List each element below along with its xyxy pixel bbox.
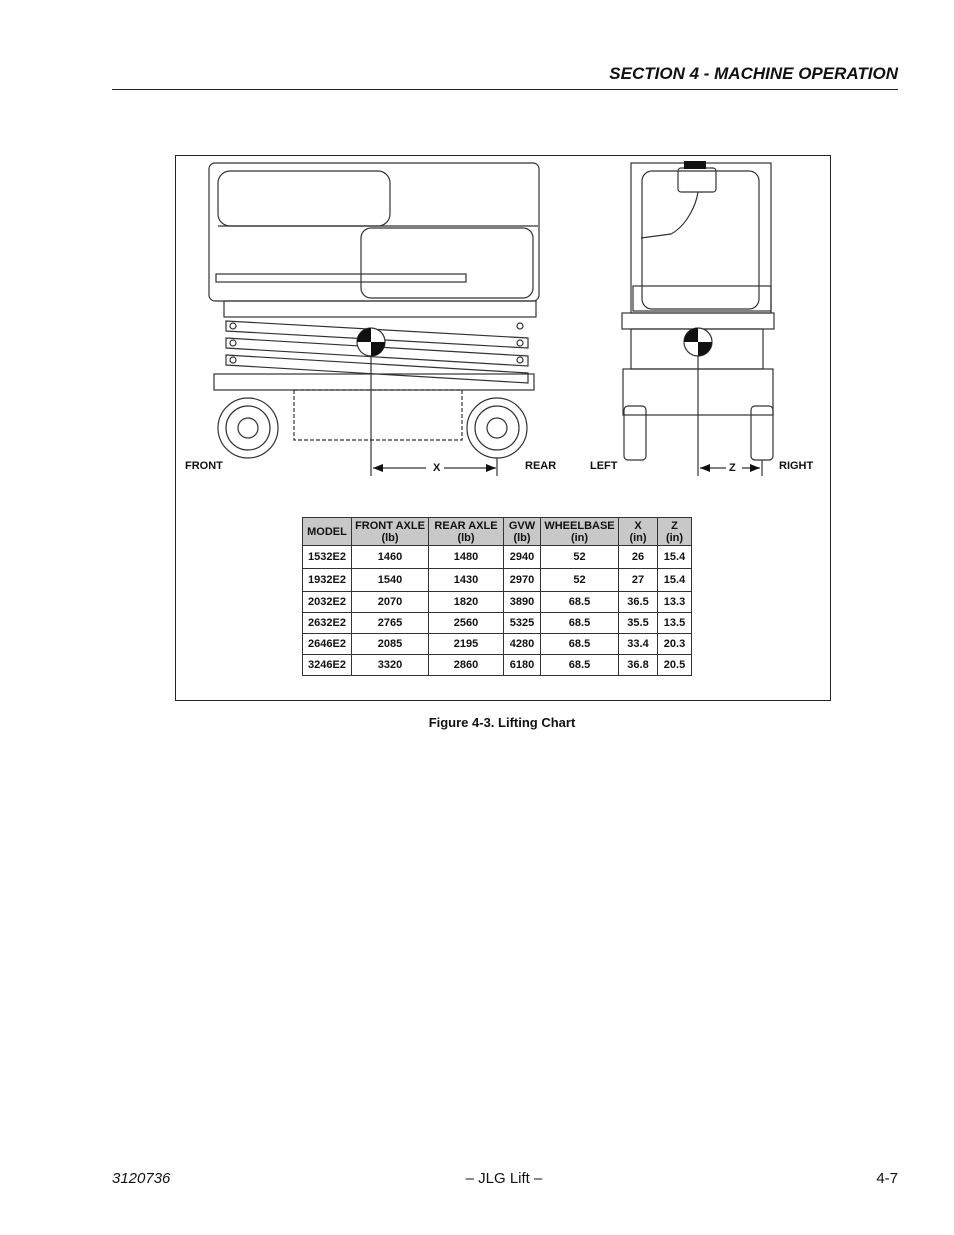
cell-x: 33.4 (619, 634, 658, 655)
header-gvw: GVW (lb) (504, 518, 541, 546)
control-box (678, 168, 716, 192)
header-z: Z (in) (658, 518, 692, 546)
header-wheelbase: WHEELBASE (in) (541, 518, 619, 546)
x-dimension-label: X (433, 462, 441, 474)
cell-x: 27 (619, 569, 658, 592)
cell-front-axle: 2070 (352, 592, 429, 613)
cell-x: 35.5 (619, 613, 658, 634)
chassis (214, 374, 534, 390)
cell-gvw: 2970 (504, 569, 541, 592)
z-dimension-label: Z (729, 462, 736, 474)
header-x: X (in) (619, 518, 658, 546)
table-row (303, 613, 692, 634)
front-label: FRONT (185, 460, 223, 472)
cell-front-axle: 3320 (352, 655, 429, 676)
header-front-axle: FRONT AXLE (lb) (352, 518, 429, 546)
footer-page-number: 4-7 (876, 1170, 898, 1187)
cell-rear-axle: 2860 (429, 655, 504, 676)
cell-z: 13.3 (658, 592, 692, 613)
platform-rail (209, 163, 539, 301)
cell-z: 20.5 (658, 655, 692, 676)
cell-gvw: 5325 (504, 613, 541, 634)
header-rule (112, 89, 898, 90)
cell-model: 2032E2 (303, 592, 352, 613)
cell-model: 1532E2 (303, 546, 352, 569)
platform-deck (224, 301, 536, 317)
rear-label: REAR (525, 460, 557, 472)
cell-front-axle: 2085 (352, 634, 429, 655)
cell-model: 3246E2 (303, 655, 352, 676)
lift-drawing (176, 156, 832, 496)
cell-wheelbase: 68.5 (541, 634, 619, 655)
cell-z: 20.3 (658, 634, 692, 655)
cell-model: 1932E2 (303, 569, 352, 592)
cell-gvw: 6180 (504, 655, 541, 676)
table-row (303, 569, 692, 592)
cell-wheelbase: 52 (541, 546, 619, 569)
table-row (303, 592, 692, 613)
cell-rear-axle: 1430 (429, 569, 504, 592)
figure-box (175, 155, 831, 701)
cell-rear-axle: 2560 (429, 613, 504, 634)
footer-brand: – JLG Lift – (465, 1170, 543, 1187)
cell-wheelbase: 52 (541, 569, 619, 592)
cell-model: 2646E2 (303, 634, 352, 655)
cell-z: 15.4 (658, 546, 692, 569)
rear-view-rail (631, 163, 771, 313)
cell-z: 15.4 (658, 569, 692, 592)
rear-wheel (467, 398, 527, 458)
cell-wheelbase: 68.5 (541, 592, 619, 613)
cell-gvw: 4280 (504, 634, 541, 655)
header-rear-axle: REAR AXLE (lb) (429, 518, 504, 546)
cell-z: 13.5 (658, 613, 692, 634)
cell-gvw: 3890 (504, 592, 541, 613)
footer-doc-number: 3120736 (112, 1170, 171, 1187)
figure-caption: Figure 4-3. Lifting Chart (428, 715, 576, 730)
table-header-row (303, 518, 692, 546)
cell-front-axle: 1540 (352, 569, 429, 592)
cell-rear-axle: 1480 (429, 546, 504, 569)
section-header-title: SECTION 4 - MACHINE OPERATION (609, 64, 898, 83)
table-row (303, 655, 692, 676)
cell-front-axle: 2765 (352, 613, 429, 634)
cell-rear-axle: 1820 (429, 592, 504, 613)
cell-model: 2632E2 (303, 613, 352, 634)
cell-gvw: 2940 (504, 546, 541, 569)
cell-wheelbase: 68.5 (541, 613, 619, 634)
front-wheel (218, 398, 278, 458)
cell-rear-axle: 2195 (429, 634, 504, 655)
lifting-chart-table (302, 517, 692, 676)
cell-front-axle: 1460 (352, 546, 429, 569)
right-label: RIGHT (779, 460, 814, 472)
cell-wheelbase: 68.5 (541, 655, 619, 676)
header-model: MODEL (303, 518, 352, 546)
table-row (303, 634, 692, 655)
table-row (303, 546, 692, 569)
cell-x: 26 (619, 546, 658, 569)
cell-x: 36.8 (619, 655, 658, 676)
cell-x: 36.5 (619, 592, 658, 613)
left-label: LEFT (590, 460, 618, 472)
